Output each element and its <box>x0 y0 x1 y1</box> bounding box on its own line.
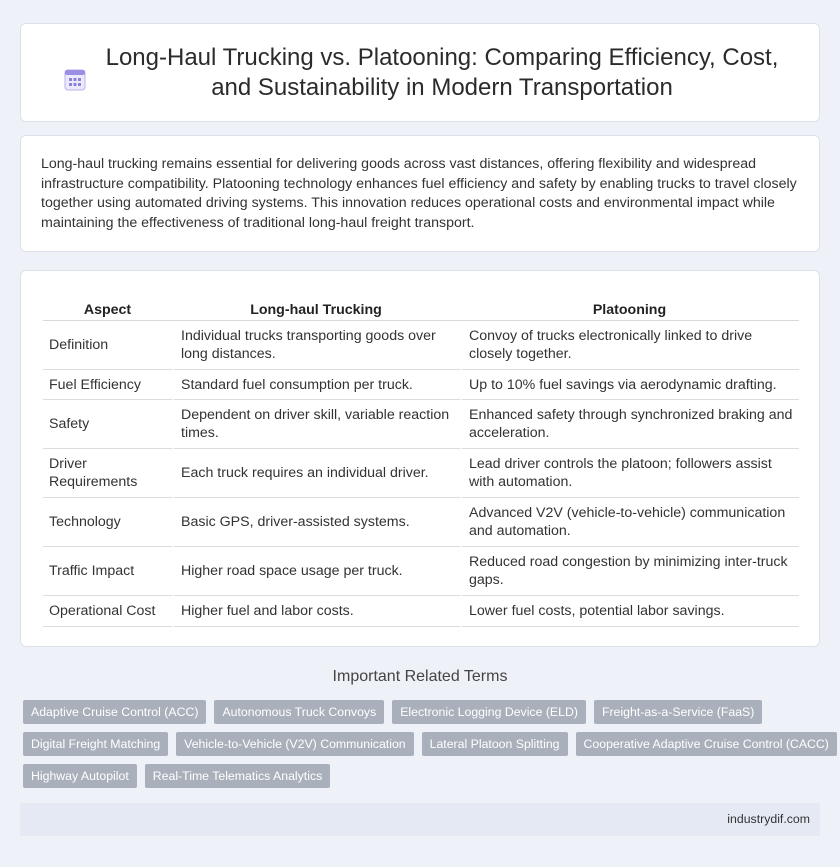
tag-row <box>23 700 823 724</box>
related-terms-title: Important Related Terms <box>332 668 508 685</box>
page-title-line-2: and Sustainability in Modern Transportation <box>211 73 673 101</box>
tag-highway-autopilot[interactable]: Highway Autopilot <box>23 764 137 788</box>
row-platooning: Advanced V2V (vehicle-to-vehicle) communication and automation. <box>460 498 799 547</box>
footer <box>20 803 820 836</box>
tag-freight-as-a-service[interactable]: Freight-as-a-Service (FaaS) <box>594 700 762 724</box>
row-aspect: Fuel Efficiency <box>43 370 172 400</box>
tag-electronic-logging-device[interactable]: Electronic Logging Device (ELD) <box>392 700 586 724</box>
comparison-table <box>43 295 799 627</box>
title-card <box>20 23 820 122</box>
row-long-haul: Dependent on driver skill, variable reaction times. <box>172 400 460 449</box>
row-aspect: Definition <box>43 321 172 370</box>
row-platooning: Lead driver controls the platoon; followers assist with automation. <box>460 449 799 498</box>
tag-real-time-telematics[interactable]: Real-Time Telematics Analytics <box>145 764 330 788</box>
row-long-haul: Basic GPS, driver-assisted systems. <box>172 498 460 547</box>
table-header-row <box>43 295 799 321</box>
table-row <box>43 400 799 449</box>
row-aspect: Technology <box>43 498 172 547</box>
tag-v2v-communication[interactable]: Vehicle-to-Vehicle (V2V) Communication <box>176 732 413 756</box>
row-platooning: Up to 10% fuel savings via aerodynamic drafting. <box>460 370 799 400</box>
footer-site-link[interactable]: industrydif.com <box>727 812 810 826</box>
table-row <box>43 370 799 400</box>
row-platooning: Convoy of trucks electronically linked to drive closely together. <box>460 321 799 370</box>
comparison-table-card <box>20 270 820 647</box>
header-long-haul: Long-haul Trucking <box>172 295 460 321</box>
tag-cacc[interactable]: Cooperative Adaptive Cruise Control (CACC) <box>576 732 837 756</box>
table-row <box>43 321 799 370</box>
row-platooning: Lower fuel costs, potential labor savings. <box>460 596 799 627</box>
calendar-grid-icon <box>62 67 88 93</box>
row-long-haul: Individual trucks transporting goods over long distances. <box>172 321 460 370</box>
tag-digital-freight-matching[interactable]: Digital Freight Matching <box>23 732 168 756</box>
row-aspect: Safety <box>43 400 172 449</box>
tag-row <box>23 732 829 756</box>
page-title-line-1: Long-Haul Trucking vs. Platooning: Comparing Efficiency, Cost, <box>105 43 779 71</box>
row-aspect: Operational Cost <box>43 596 172 627</box>
row-aspect: Driver Requirements <box>43 449 172 498</box>
row-long-haul: Each truck requires an individual driver. <box>172 449 460 498</box>
header-aspect: Aspect <box>43 295 172 321</box>
table-row <box>43 498 799 547</box>
page-title <box>106 43 779 103</box>
tag-lateral-platoon-splitting[interactable]: Lateral Platoon Splitting <box>422 732 568 756</box>
row-long-haul: Higher fuel and labor costs. <box>172 596 460 627</box>
header-platooning: Platooning <box>460 295 799 321</box>
row-aspect: Traffic Impact <box>43 547 172 596</box>
row-platooning: Reduced road congestion by minimizing inter-truck gaps. <box>460 547 799 596</box>
table-row <box>43 547 799 596</box>
row-long-haul: Standard fuel consumption per truck. <box>172 370 460 400</box>
row-platooning: Enhanced safety through synchronized braking and acceleration. <box>460 400 799 449</box>
tag-row <box>23 764 823 788</box>
tag-autonomous-truck-convoys[interactable]: Autonomous Truck Convoys <box>214 700 384 724</box>
tag-adaptive-cruise-control[interactable]: Adaptive Cruise Control (ACC) <box>23 700 206 724</box>
row-long-haul: Higher road space usage per truck. <box>172 547 460 596</box>
intro-card <box>20 135 820 252</box>
table-row <box>43 596 799 627</box>
table-row <box>43 449 799 498</box>
intro-paragraph: Long-haul trucking remains essential for delivering goods across vast distances, offering flexibility and widespread infrastructure compatibility. Platooning technology enhances fuel efficiency and safety by enabling trucks to travel closely together using automated driving systems. This innovation reduces operational costs and environmental impact while maintaining the effectiveness of traditional long-haul freight transport. <box>41 156 797 232</box>
related-terms-tags <box>23 700 829 796</box>
